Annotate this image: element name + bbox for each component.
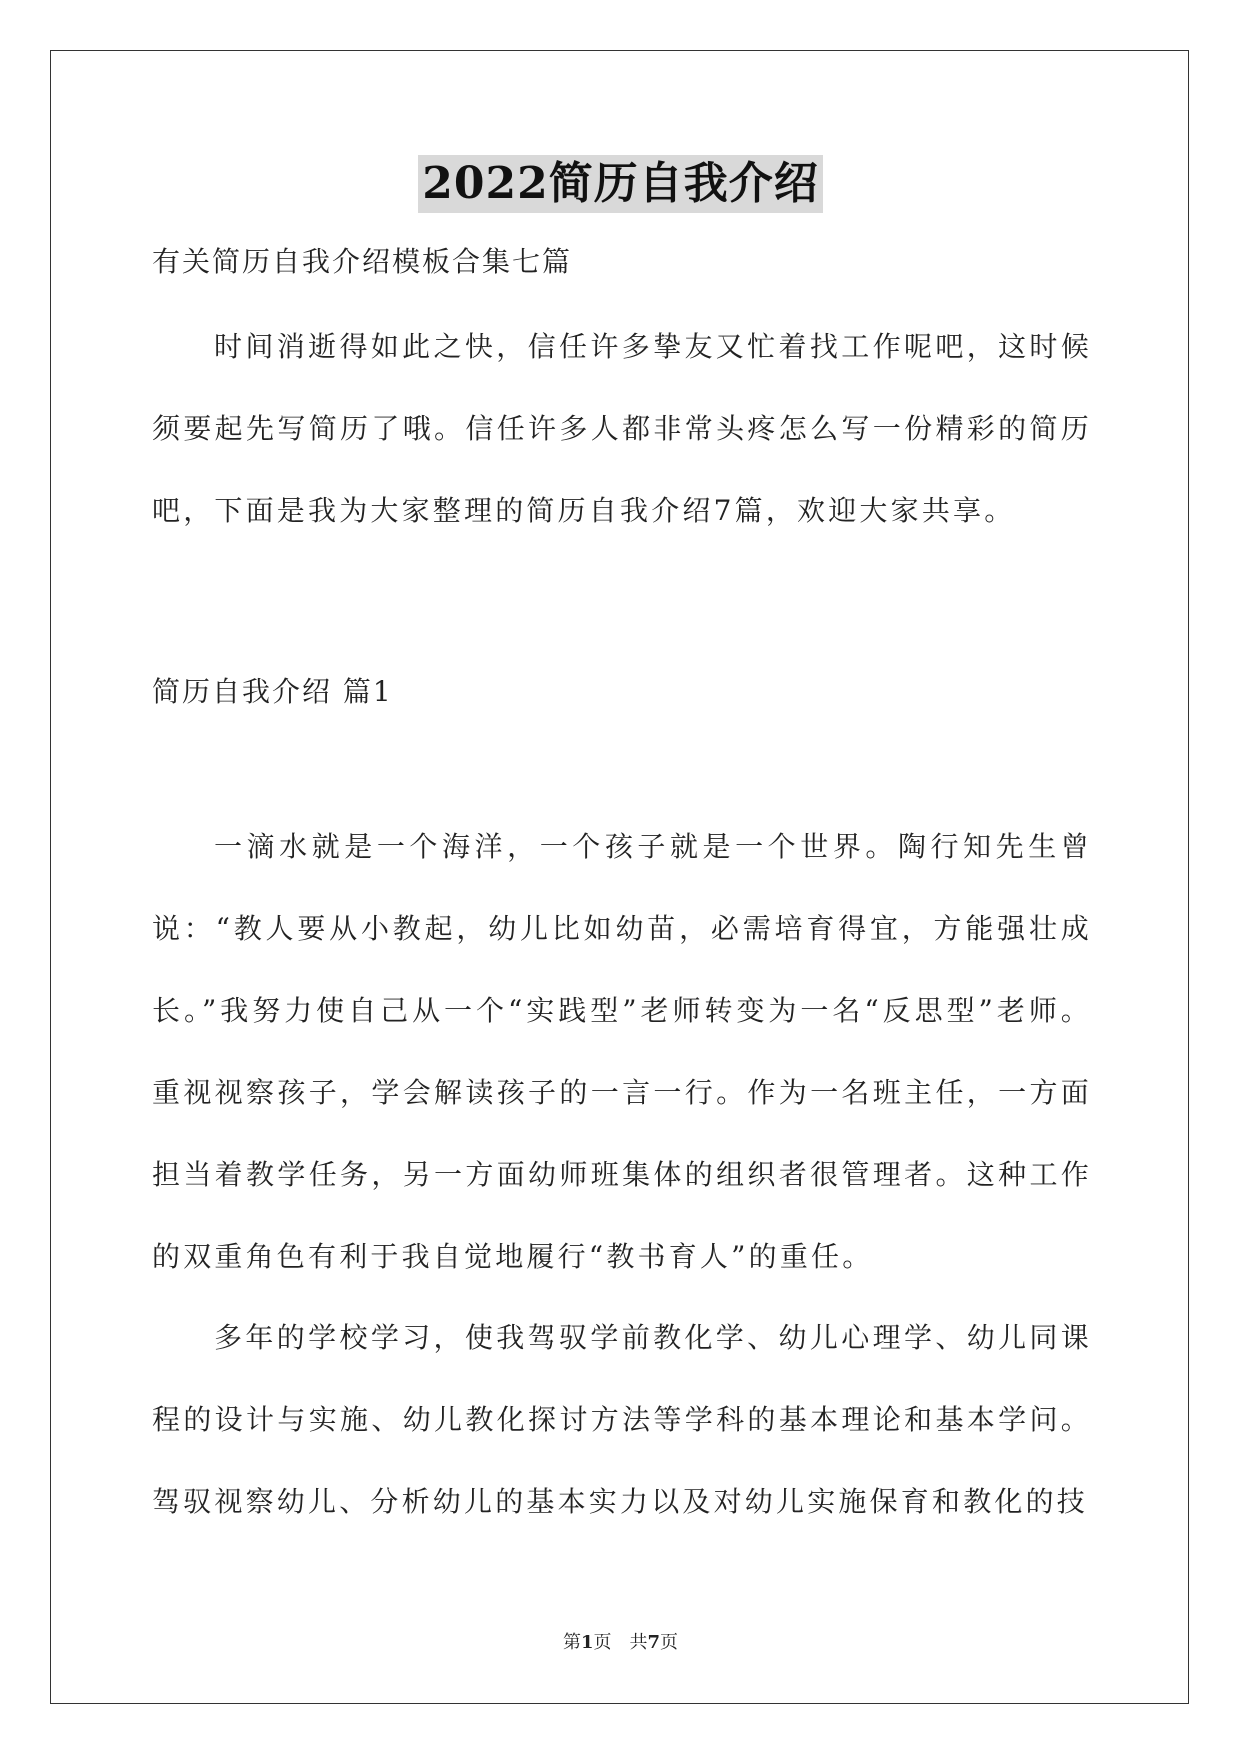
footer-current-page: 1	[580, 1632, 594, 1653]
intro-paragraph: 时间消逝得如此之快，信任许多挚友又忙着找工作呢吧，这时候须要起先写简历了哦。信任许多人都非常头疼怎么写一份精彩的简历吧，下面是我为大家整理的简历自我介绍7篇，欢迎大家共享。	[152, 330, 1092, 527]
footer-suffix: 页	[660, 1632, 679, 1653]
section-paragraph-2: 多年的学校学习，使我驾驭学前教化学、幼儿心理学、幼儿同课程的设计与实施、幼儿教化探讨方法等学科的基本理论和基本学问。驾驭视察幼儿、分析幼儿的基本实力以及对幼儿实施保育和教化的技	[152, 1321, 1092, 1518]
title-container	[0, 155, 1241, 213]
document-subtitle: 有关简历自我介绍模板合集七篇	[152, 245, 573, 278]
section-heading: 简历自我介绍 篇1	[152, 675, 393, 708]
footer-prefix: 第	[562, 1632, 581, 1653]
footer-middle: 页 共	[593, 1632, 648, 1653]
page-footer	[0, 1628, 1241, 1654]
footer-total-pages: 7	[647, 1632, 661, 1653]
document-title: 2022简历自我介绍	[418, 155, 822, 213]
section-paragraph-1: 一滴水就是一个海洋，一个孩子就是一个世界。陶行知先生曾说：“教人要从小教起，幼儿比如幼苗，必需培育得宜，方能强壮成长。”我努力使自己从一个“实践型”老师转变为一名“反思型”老师。重视视察孩子，学会解读孩子的一言一行。作为一名班主任，一方面担当着教学任务，另一方面幼师班集体的组织者很管理者。这种工作的双重角色有利于我自觉地履行“教书育人”的重任。	[152, 830, 1092, 1273]
